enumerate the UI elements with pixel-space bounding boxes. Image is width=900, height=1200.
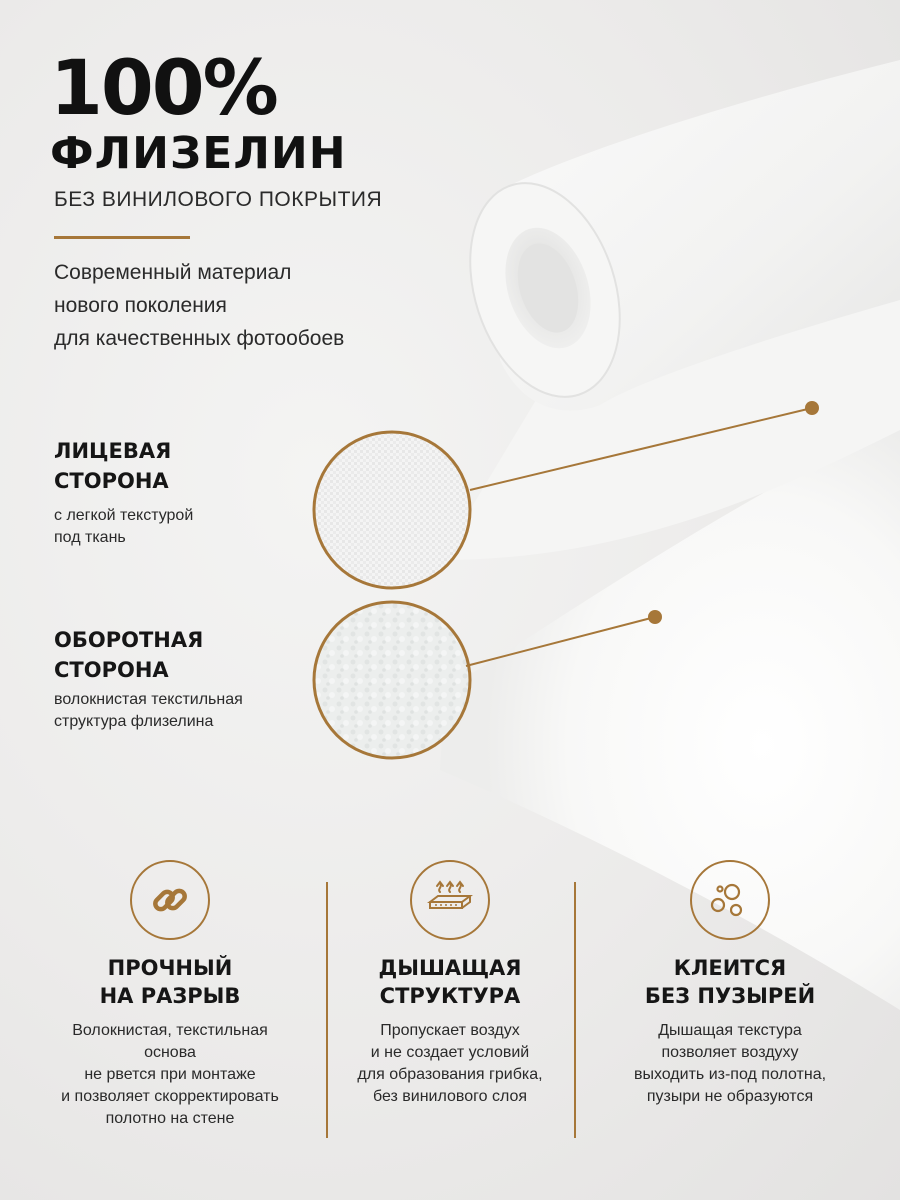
- feature-desc-line: Пропускает воздух: [380, 1022, 520, 1039]
- front-side-title-line: ЛИЦЕВАЯ: [54, 439, 172, 463]
- feature-breathable: [310, 860, 590, 1108]
- intro-text: [54, 256, 454, 355]
- feature-title: [590, 954, 870, 1010]
- feature-title: [310, 954, 590, 1010]
- bubbles-icon: [690, 860, 770, 940]
- feature-desc-line: выходить из-под полотна,: [633, 1066, 827, 1083]
- back-side-title: [54, 625, 314, 685]
- back-side-desc-line: волокнистая текстильная: [54, 691, 243, 708]
- feature-title-line: СТРУКТУРА: [379, 984, 521, 1008]
- back-side-title-line: ОБОРОТНАЯ: [54, 628, 204, 652]
- feature-title-line: ПРОЧНЫЙ: [107, 956, 233, 980]
- tagline: БЕЗ ВИНИЛОВОГО ПОКРЫТИЯ: [54, 188, 383, 211]
- feature-desc-line: для образования грибка,: [357, 1066, 543, 1083]
- back-side-desc-line: структура флизелина: [54, 713, 214, 730]
- front-texture-swatch: [314, 432, 470, 588]
- feature-desc-line: пузыри не образуются: [646, 1088, 814, 1105]
- feature-title-line: НА РАЗРЫВ: [99, 984, 241, 1008]
- feature-strength: [30, 860, 310, 1130]
- feature-description: [310, 1020, 590, 1108]
- feature-title-line: БЕЗ ПУЗЫРЕЙ: [644, 984, 816, 1008]
- intro-line: Современный материал: [54, 261, 292, 284]
- feature-desc-line: и позволяет скорректировать: [61, 1088, 279, 1105]
- front-side-title: [54, 436, 314, 496]
- feature-title: [30, 954, 310, 1010]
- feature-desc-line: не рвется при монтаже: [84, 1066, 256, 1083]
- feature-description: [30, 1020, 310, 1130]
- chain-link-icon: [130, 860, 210, 940]
- feature-no-bubbles: [590, 860, 870, 1108]
- feature-desc-line: основа: [144, 1044, 196, 1061]
- front-side-title-line: СТОРОНА: [54, 469, 169, 493]
- feature-description: [590, 1020, 870, 1108]
- accent-divider: [54, 236, 190, 239]
- feature-title-line: ДЫШАЩАЯ: [378, 956, 522, 980]
- feature-desc-line: позволяет воздуху: [661, 1044, 799, 1061]
- back-texture-swatch: [314, 602, 470, 758]
- feature-title-line: КЛЕИТСЯ: [673, 956, 787, 980]
- headline-percent: 100%: [50, 43, 277, 132]
- front-side-desc-line: с легкой текстурой: [54, 507, 194, 524]
- headline-material: ФЛИЗЕЛИН: [50, 128, 347, 179]
- front-side-description: [54, 505, 334, 549]
- features-row: [30, 860, 870, 1160]
- feature-desc-line: без винилового слоя: [372, 1088, 528, 1105]
- back-side-description: [54, 689, 334, 733]
- front-side-desc-line: под ткань: [54, 529, 126, 546]
- back-side-title-line: СТОРОНА: [54, 658, 169, 682]
- feature-desc-line: и не создает условий: [370, 1044, 530, 1061]
- feature-desc-line: полотно на стене: [105, 1110, 235, 1127]
- intro-line: для качественных фотообоев: [54, 327, 345, 350]
- feature-desc-line: Волокнистая, текстильная: [72, 1022, 268, 1039]
- breathable-layer-icon: [410, 860, 490, 940]
- feature-desc-line: Дышащая текстура: [658, 1022, 802, 1039]
- intro-line: нового поколения: [54, 294, 227, 317]
